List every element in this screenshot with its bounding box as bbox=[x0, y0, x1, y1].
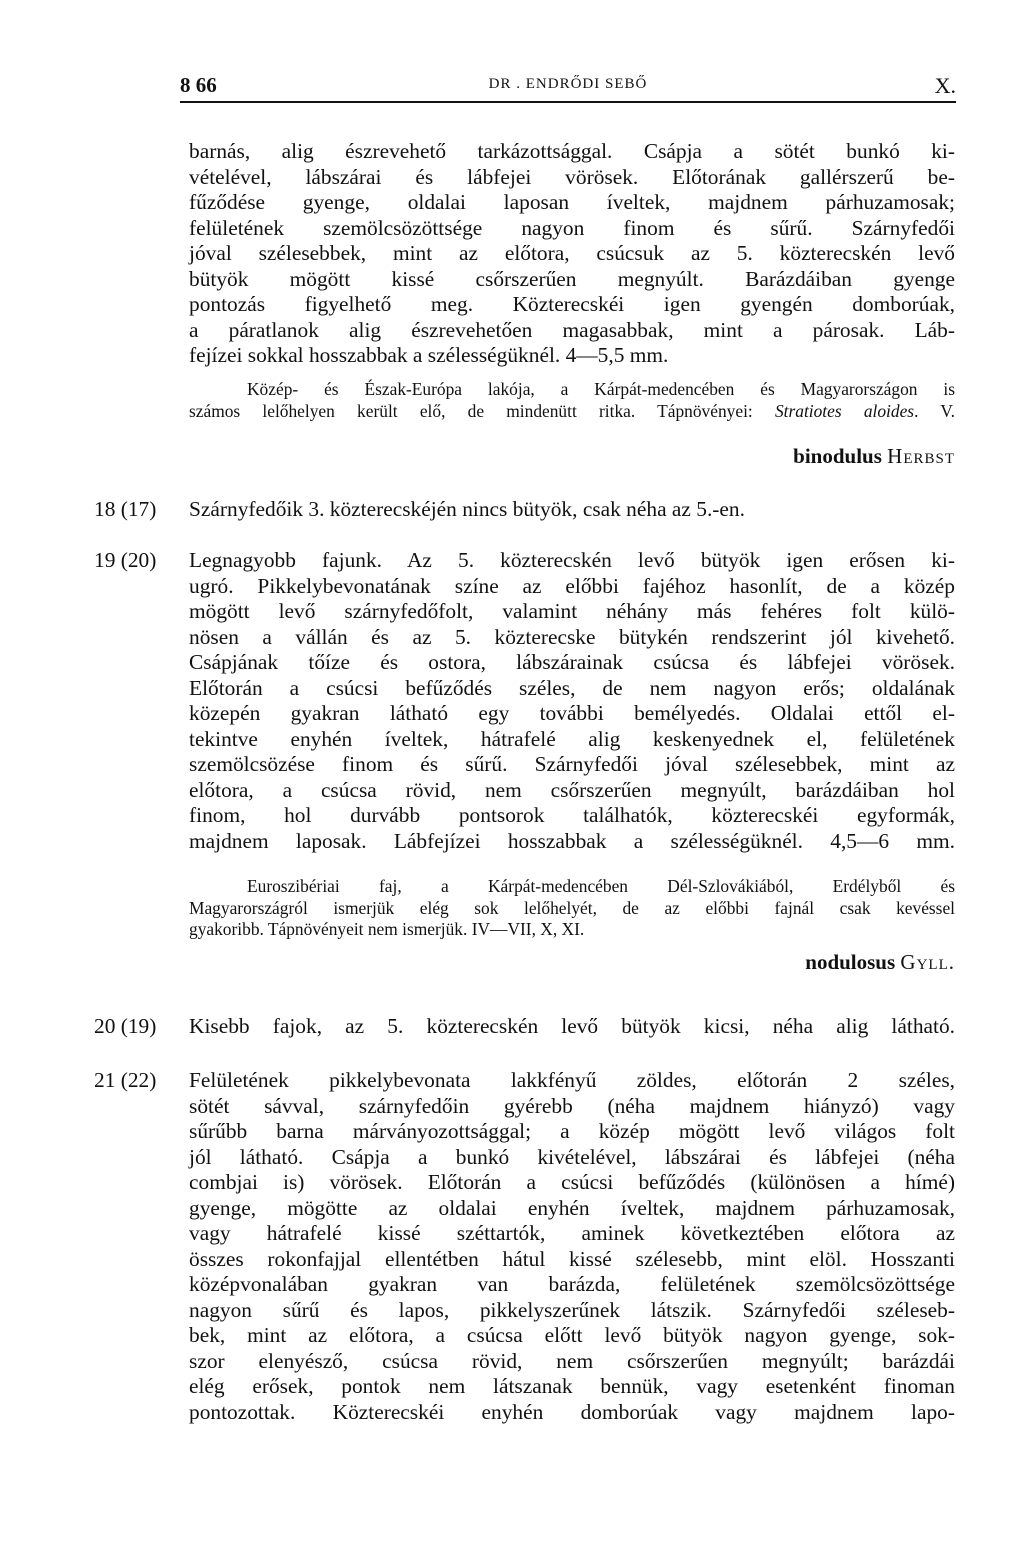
text-line: Előtorán a csúcsi befűződés széles, de nem nagyon erős; oldalának bbox=[189, 675, 955, 700]
text-line: szemölcsözése finom és sűrű. Szárnyfedői jóval szélesebbek, mint az bbox=[189, 752, 955, 776]
text-line: összes rokonfajjal ellentétben hátul kissé szélesebb, mint elöl. Hosszanti bbox=[189, 1246, 955, 1271]
text-line: pontozottak. Közterecskéi enyhén domborúak vagy majdnem lapo- bbox=[189, 1399, 955, 1424]
text-line: bek, mint az előtora, a csúcsa előtt levő bütyök nagyon gyenge, sok- bbox=[189, 1323, 955, 1347]
text-line: barnás, alig észrevehető tarkázottsággal. Csápja a sötét bunkó ki- bbox=[189, 139, 955, 163]
text-line: Legnagyobb fajunk. Az 5. közterecskén levő bütyök igen erősen ki- bbox=[189, 548, 955, 572]
running-header bbox=[180, 73, 956, 103]
page-number: 8 66 bbox=[180, 73, 217, 97]
species-name-binodulus bbox=[189, 444, 955, 469]
text-line: előtora, a csúcsa rövid, nem csőrszerűen megnyúlt, barázdáiban hol bbox=[189, 777, 955, 802]
text-line: felületének szemölcsözöttsége nagyon finom és sűrű. Szárnyfedői bbox=[189, 215, 955, 240]
text-line: gyenge, mögötte az oldalai enyhén íveltek, majdnem párhuzamosak, bbox=[189, 1195, 955, 1220]
note-line: Euroszibériai faj, a Kárpát-medencében Dél-Szlovákiából, Erdélyből és bbox=[247, 876, 955, 896]
species-epithet: nodulosus bbox=[805, 950, 896, 974]
text-line: vagy hátrafelé kissé széttartók, aminek következtében előtora az bbox=[189, 1221, 955, 1245]
couplet-19 bbox=[189, 548, 955, 854]
text-line: combjai is) vörösek. Előtorán a csúcsi befűződés (különösen a hímé) bbox=[189, 1170, 955, 1194]
text-line: nagyon sűrű és lapos, pikkelyszerűnek látszik. Szárnyfedői széleseb- bbox=[189, 1297, 955, 1322]
distribution-note bbox=[189, 379, 955, 422]
text-line: nösen a vállán és az 5. közterecske bütykén rendszerint jól kivehető. bbox=[189, 624, 955, 649]
text-line: jóval szélesebbek, mint az előtora, csúcsuk az 5. közterecskén levő bbox=[189, 241, 955, 265]
text-line: Szárnyfedőik 3. közterecskéjén nincs bütyök, csak néha az 5.-en. bbox=[189, 497, 745, 521]
note-line: Közép- és Észak-Európa lakója, a Kárpát-medencében és Magyarországon is bbox=[247, 379, 955, 399]
running-title: DR . ENDRŐDI SEBŐ bbox=[488, 76, 648, 92]
couplet-21 bbox=[189, 1068, 955, 1425]
text-line: Csápjának tőíze és ostora, lábszárainak csúcsa és lábfejei vörösek. bbox=[189, 650, 955, 674]
couplet-number: 20 (19) bbox=[94, 1014, 157, 1038]
text-line: Felületének pikkelybevonata lakkfényű zöldes, előtorán 2 széles, bbox=[189, 1068, 955, 1092]
text-line: majdnem laposak. Lábfejízei hosszabbak a szélességüknél. 4,5—6 mm. bbox=[189, 828, 955, 853]
distribution-note bbox=[189, 876, 955, 941]
text-line: vételével, lábszárai és lábfejei vörösek. Előtorának gallérszerű be- bbox=[189, 164, 955, 189]
text-line: mögött levő szárnyfedőfolt, valamint néhány más fehéres folt külö- bbox=[189, 599, 955, 623]
host-plant: Stratiotes aloides bbox=[774, 400, 915, 421]
text-line: elég erősek, pontok nem látszanak bennük, vagy esetenként finoman bbox=[189, 1374, 955, 1398]
text-line: középvonalában gyakran van barázda, felületének szemölcsözöttsége bbox=[189, 1272, 955, 1296]
couplet-number: 18 (17) bbox=[94, 497, 157, 521]
text-line: fejízei sokkal hosszabbak a szélességüknél. 4—5,5 mm. bbox=[189, 343, 669, 367]
couplet-18 bbox=[189, 497, 955, 523]
species-author: Gyll. bbox=[900, 950, 955, 974]
note-tail: . V. bbox=[914, 400, 955, 421]
note-text: számos lelőhelyen került elő, de mindenütt ritka. Tápnövényei: bbox=[189, 400, 775, 421]
species-epithet: binodulus bbox=[793, 444, 882, 468]
couplet-20 bbox=[189, 1014, 955, 1040]
text-line: fűződése gyenge, oldalai laposan íveltek, majdnem párhuzamosak; bbox=[189, 190, 955, 214]
couplet-number: 19 (20) bbox=[94, 548, 157, 572]
text-line: szor elenyésző, csúcsa rövid, nem csőrszerűen megnyúlt; barázdái bbox=[189, 1348, 955, 1373]
text-line: közepén gyakran látható egy további bemélyedés. Oldalai ettől el- bbox=[189, 701, 955, 725]
text-line: tekintve enyhén íveltek, hátrafelé alig keskenyednek el, felületének bbox=[189, 726, 955, 751]
text-line: finom, hol durvább pontsorok találhatók, közterecskéi egyformák, bbox=[189, 803, 955, 827]
text-line: ugró. Pikkelybevonatának színe az előbbi fajéhoz hasonlít, de a közép bbox=[189, 573, 955, 598]
text-line: pontozás figyelhető meg. Közterecskéi igen gyengén domborúak, bbox=[189, 292, 955, 316]
note-line: gyakoribb. Tápnövényeit nem ismerjük. IV—VII, X, XI. bbox=[189, 919, 585, 939]
text-line: bütyök mögött kissé csőrszerűen megnyúlt. Barázdáiban gyenge bbox=[189, 266, 955, 291]
text-line: jól látható. Csápja a bunkó kivételével, lábszárai és lábfejei (néha bbox=[189, 1144, 955, 1169]
section-number: X. bbox=[934, 73, 956, 98]
species-author: Herbst bbox=[887, 444, 955, 468]
note-line: Magyarországról ismerjük elég sok lelőhelyét, de az előbbi fajnál csak kevéssel bbox=[189, 897, 955, 918]
couplet-number: 21 (22) bbox=[94, 1068, 157, 1092]
intro-paragraph bbox=[189, 139, 955, 369]
note-line bbox=[189, 401, 955, 423]
text-line: Kisebb fajok, az 5. közterecskén levő bütyök kicsi, néha alig látható. bbox=[189, 1014, 955, 1038]
text-line: sűrűbb barna márványozottsággal; a közép mögött levő világos folt bbox=[189, 1119, 955, 1143]
text-line: sötét sávval, szárnyfedőin gyérebb (néha majdnem hiányzó) vagy bbox=[189, 1093, 955, 1118]
text-line: a páratlanok alig észrevehetően magasabbak, mint a párosak. Láb- bbox=[189, 317, 955, 342]
species-name-nodulosus bbox=[189, 950, 955, 975]
